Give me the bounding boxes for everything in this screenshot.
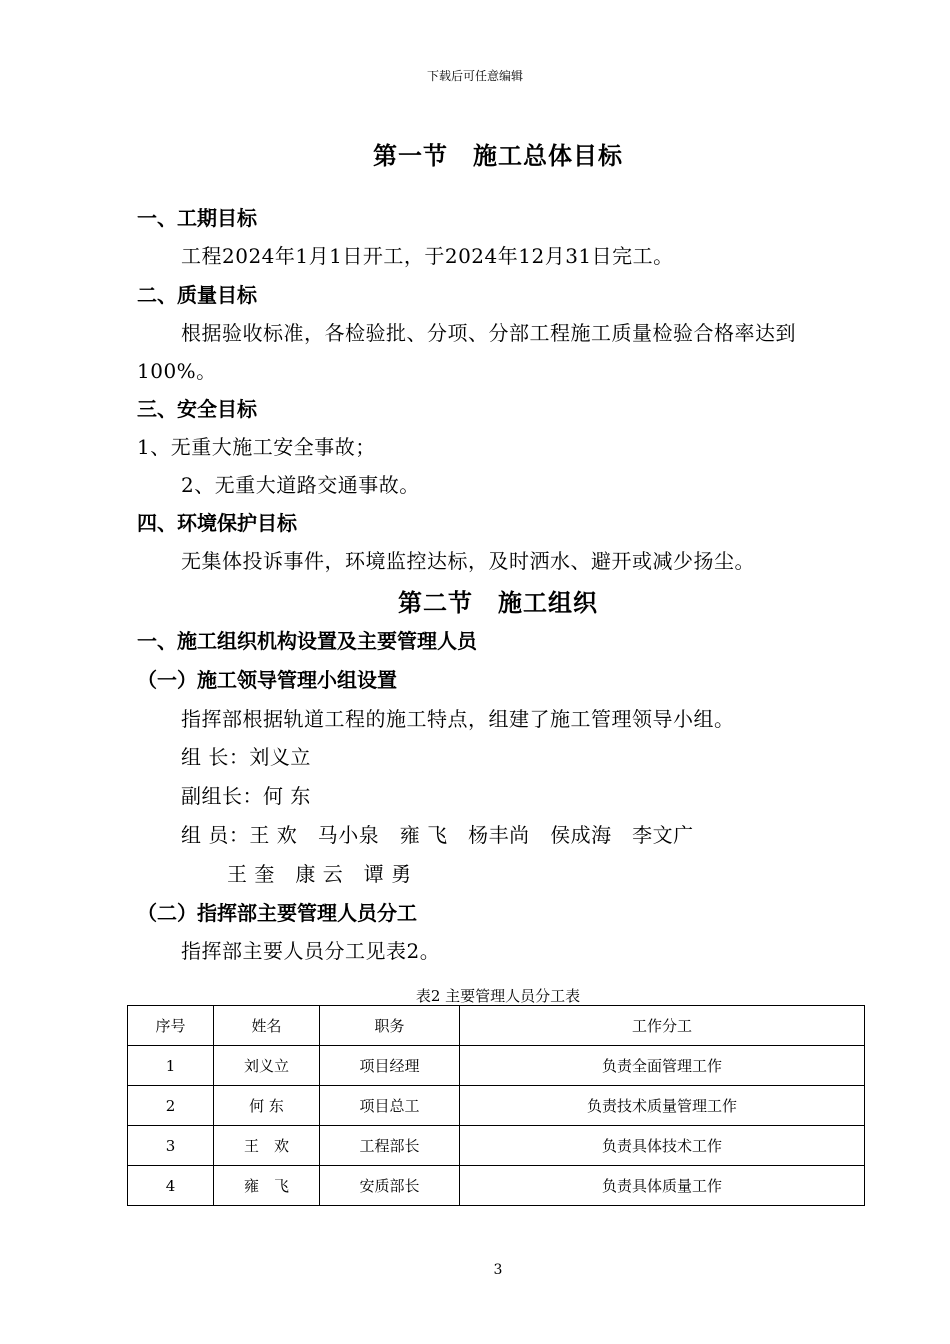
table-cell: 王 欢 <box>214 1126 320 1166</box>
table-cell: 刘义立 <box>214 1046 320 1086</box>
table-cell: 雍 飞 <box>214 1166 320 1206</box>
table-cell: 负责全面管理工作 <box>460 1046 865 1086</box>
org-leader: 组 长：刘义立 <box>181 745 311 769</box>
table-cell: 4 <box>128 1166 214 1206</box>
section-title-2: 第二节 施工组织 <box>398 589 598 617</box>
org-heading: 一、施工组织机构设置及主要管理人员 <box>137 629 477 653</box>
org-deputy: 副组长：何 东 <box>181 784 311 808</box>
goal-heading-environment: 四、环境保护目标 <box>137 511 297 535</box>
org-members-line1: 组 员：王 欢 马小泉 雍 飞 杨丰尚 侯成海 李文广 <box>181 823 694 847</box>
table-cell: 2 <box>128 1086 214 1126</box>
org-intro: 指挥部根据轨道工程的施工特点，组建了施工管理领导小组。 <box>181 707 735 731</box>
table-cell: 3 <box>128 1126 214 1166</box>
table-row <box>128 1046 865 1086</box>
table-header-cell: 序号 <box>128 1006 214 1046</box>
table-row <box>128 1086 865 1126</box>
table-cell: 1 <box>128 1046 214 1086</box>
table-cell: 项目总工 <box>320 1086 460 1126</box>
safety-item-2: 2、无重大道路交通事故。 <box>181 473 420 497</box>
table-row <box>128 1166 865 1206</box>
table-header-cell: 工作分工 <box>460 1006 865 1046</box>
table-cell: 项目经理 <box>320 1046 460 1086</box>
safety-item-1: 1、无重大施工安全事故； <box>137 435 376 459</box>
goal-text-environment: 无集体投诉事件，环境监控达标，及时洒水、避开或减少扬尘。 <box>181 549 755 573</box>
page-header: 下载后可任意编辑 <box>426 69 523 83</box>
table-header-cell: 姓名 <box>214 1006 320 1046</box>
table-cell: 负责具体技术工作 <box>460 1126 865 1166</box>
page-number: 3 <box>493 1262 503 1278</box>
org-members-line2: 王 奎 康 云 谭 勇 <box>227 862 412 886</box>
goal-heading-schedule: 一、工期目标 <box>137 206 257 230</box>
table-cell: 负责具体质量工作 <box>460 1166 865 1206</box>
goal-text-schedule: 工程2024年1月1日开工，于2024年12月31日完工。 <box>181 244 674 268</box>
table-cell: 何 东 <box>214 1086 320 1126</box>
org-subheading-2: （二）指挥部主要管理人员分工 <box>137 901 417 925</box>
table-header-row <box>128 1006 865 1046</box>
org-subheading-1: （一）施工领导管理小组设置 <box>137 668 397 692</box>
goal-text-quality-line2: 100%。 <box>137 359 217 383</box>
staff-table <box>127 1005 865 1206</box>
table-cell: 工程部长 <box>320 1126 460 1166</box>
table-cell: 安质部长 <box>320 1166 460 1206</box>
table-header-cell: 职务 <box>320 1006 460 1046</box>
goal-heading-safety: 三、安全目标 <box>137 397 257 421</box>
section-title-1: 第一节 施工总体目标 <box>373 142 623 170</box>
table-row <box>128 1126 865 1166</box>
table-caption: 表2 主要管理人员分工表 <box>415 987 581 1005</box>
goal-text-quality-line1: 根据验收标准，各检验批、分项、分部工程施工质量检验合格率达到 <box>181 321 796 345</box>
table-reference: 指挥部主要人员分工见表2。 <box>181 939 441 963</box>
goal-heading-quality: 二、质量目标 <box>137 283 257 307</box>
table-cell: 负责技术质量管理工作 <box>460 1086 865 1126</box>
